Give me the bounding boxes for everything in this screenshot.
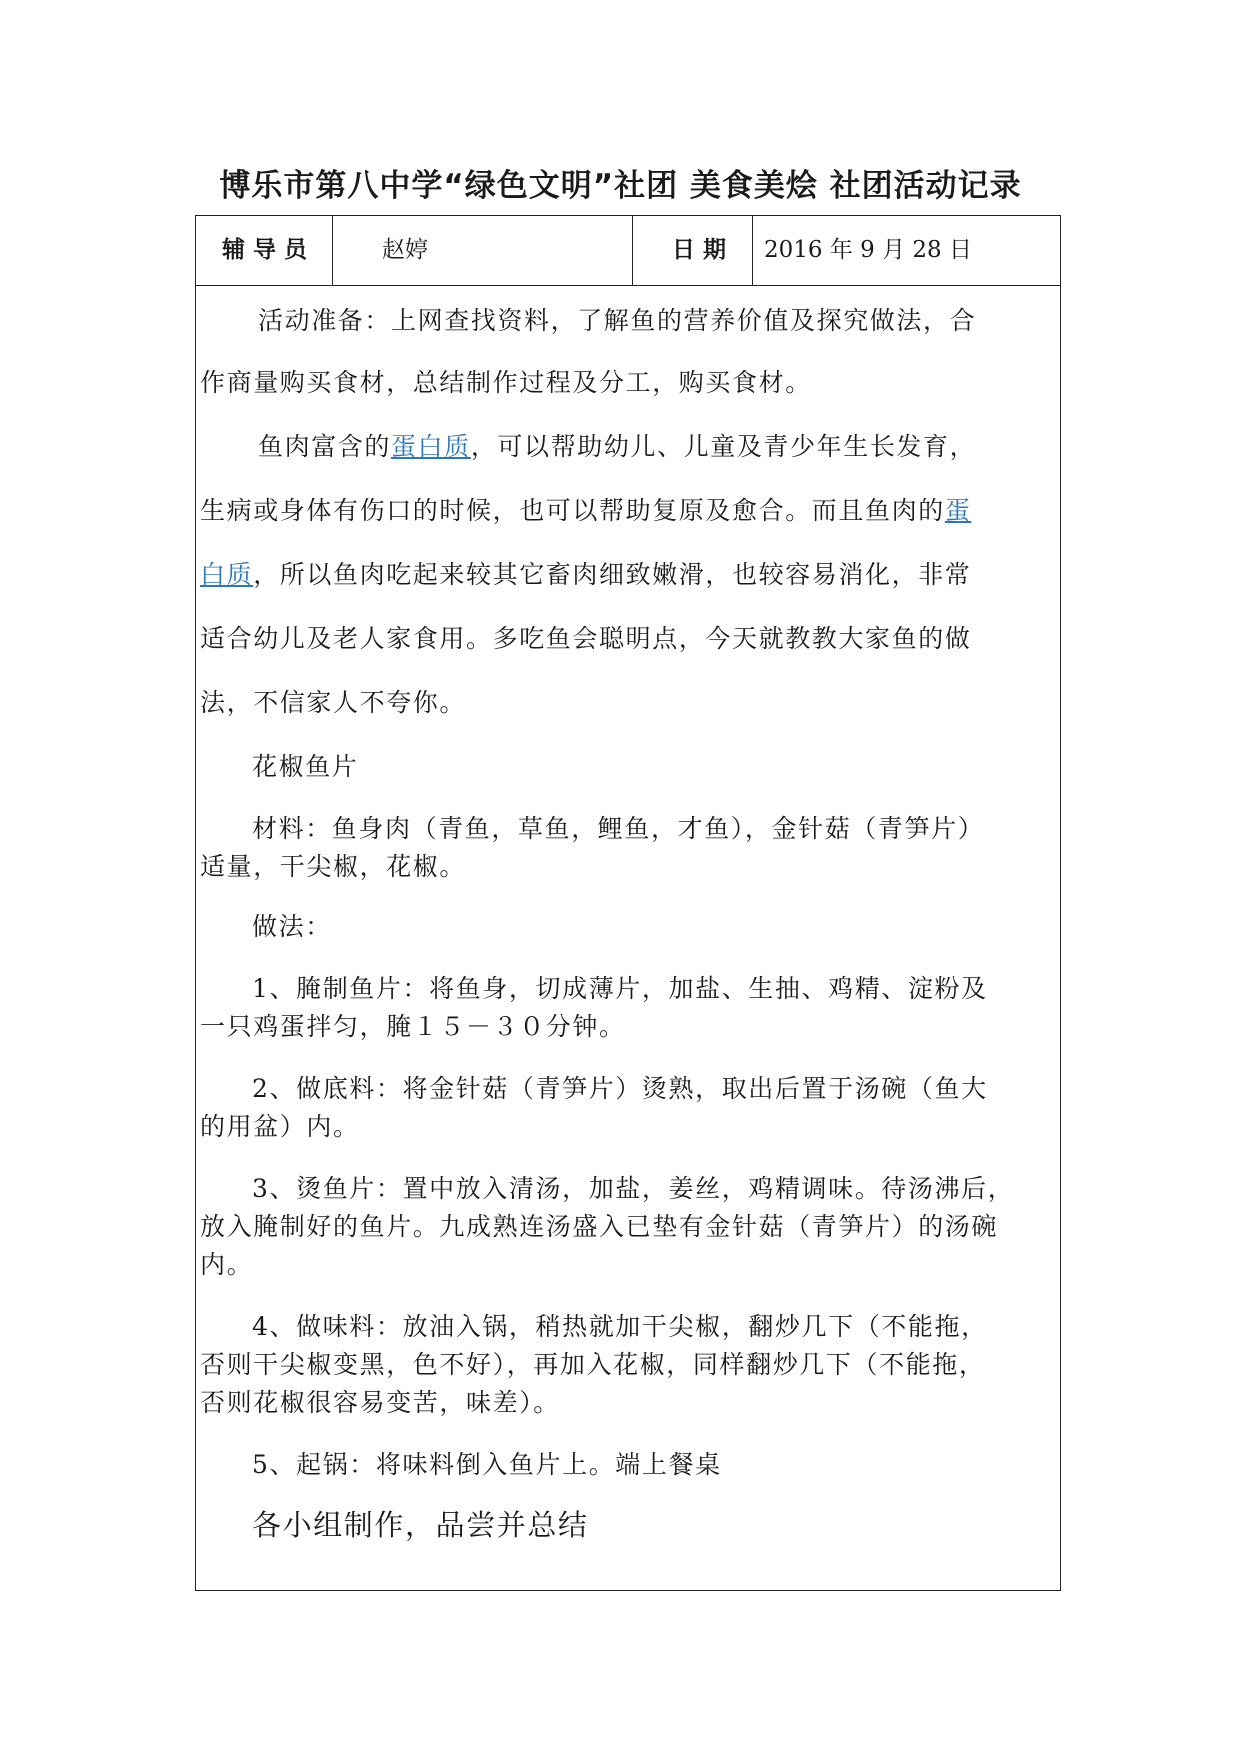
nutrition-line (200, 427, 1058, 463)
conclusion-line: 各小组制作，品尝并总结 (252, 1508, 589, 1542)
nutrition-line (200, 555, 1058, 591)
step-line: 3、烫鱼片：置中放入清汤，加盐，姜丝，鸡精调味。待汤沸后， (252, 1174, 1015, 1203)
materials-line: 材料：鱼身肉（青鱼，草鱼，鲤鱼，才鱼），金针菇（青笋片） (252, 814, 985, 843)
protein-link-part2[interactable]: 白质 (200, 560, 254, 589)
step-line: 放入腌制好的鱼片。九成熟连汤盛入已垫有金针菇（青笋片）的汤碗 (200, 1212, 999, 1241)
advisor-value: 赵婷 (382, 237, 428, 263)
method-label: 做法： (252, 912, 332, 941)
date-label: 日 期 (672, 237, 727, 263)
advisor-label: 辅 导 员 (222, 237, 308, 263)
step-line: 否则干尖椒变黑，色不好），再加入花椒，同样翻炒几下（不能拖， (200, 1350, 986, 1379)
materials-line: 适量，干尖椒，花椒。 (200, 852, 467, 881)
nutrition-line: 法，不信家人不夸你。 (200, 688, 467, 717)
activity-record-form (195, 215, 1061, 1591)
header-divider (632, 216, 633, 285)
protein-link[interactable]: 蛋白质 (391, 432, 471, 461)
nutrition-line (200, 491, 1058, 527)
step-line: 1、腌制鱼片：将鱼身，切成薄片，加盐、生抽、鸡精、淀粉及 (252, 974, 988, 1003)
protein-link-part1[interactable]: 蛋 (944, 496, 972, 525)
text-span: 生病或身体有伤口的时候，也可以帮助复原及愈合。而且鱼肉的 (200, 496, 945, 525)
header-divider (752, 216, 753, 285)
dish-name: 花椒鱼片 (252, 752, 359, 781)
step-line: 5、起锅：将味料倒入鱼片上。端上餐桌 (252, 1450, 722, 1479)
step-line: 一只鸡蛋拌匀，腌１５－３０分钟。 (200, 1012, 626, 1041)
step-line: 内。 (200, 1250, 254, 1279)
nutrition-line: 适合幼儿及老人家食用。多吃鱼会聪明点，今天就教教大家鱼的做 (200, 624, 972, 653)
header-divider (332, 216, 333, 285)
prep-line: 作商量购买食材，总结制作过程及分工，购买食材。 (200, 368, 812, 397)
step-line: 2、做底料：将金针菇（青笋片）烫熟，取出后置于汤碗（鱼大 (252, 1074, 988, 1103)
step-line: 否则花椒很容易变苦，味差）。 (200, 1388, 560, 1417)
document-title: 博乐市第八中学“绿色文明”社团 美食美烩 社团活动记录 (219, 168, 1022, 204)
text-span: ，所以鱼肉吃起来较其它畜肉细致嫩滑，也较容易消化，非常 (253, 560, 972, 589)
text-span: 鱼肉富含的 (258, 432, 392, 461)
form-header-row (196, 216, 1060, 286)
prep-line: 活动准备：上网查找资料，了解鱼的营养价值及探究做法，合 (258, 306, 977, 335)
text-span: ，可以帮助幼儿、儿童及青少年生长发育， (470, 432, 977, 461)
step-line: 的用盆）内。 (200, 1112, 360, 1141)
date-value: 2016 年 9 月 28 日 (764, 237, 972, 263)
step-line: 4、做味料：放油入锅，稍热就加干尖椒，翻炒几下（不能拖， (252, 1312, 988, 1341)
